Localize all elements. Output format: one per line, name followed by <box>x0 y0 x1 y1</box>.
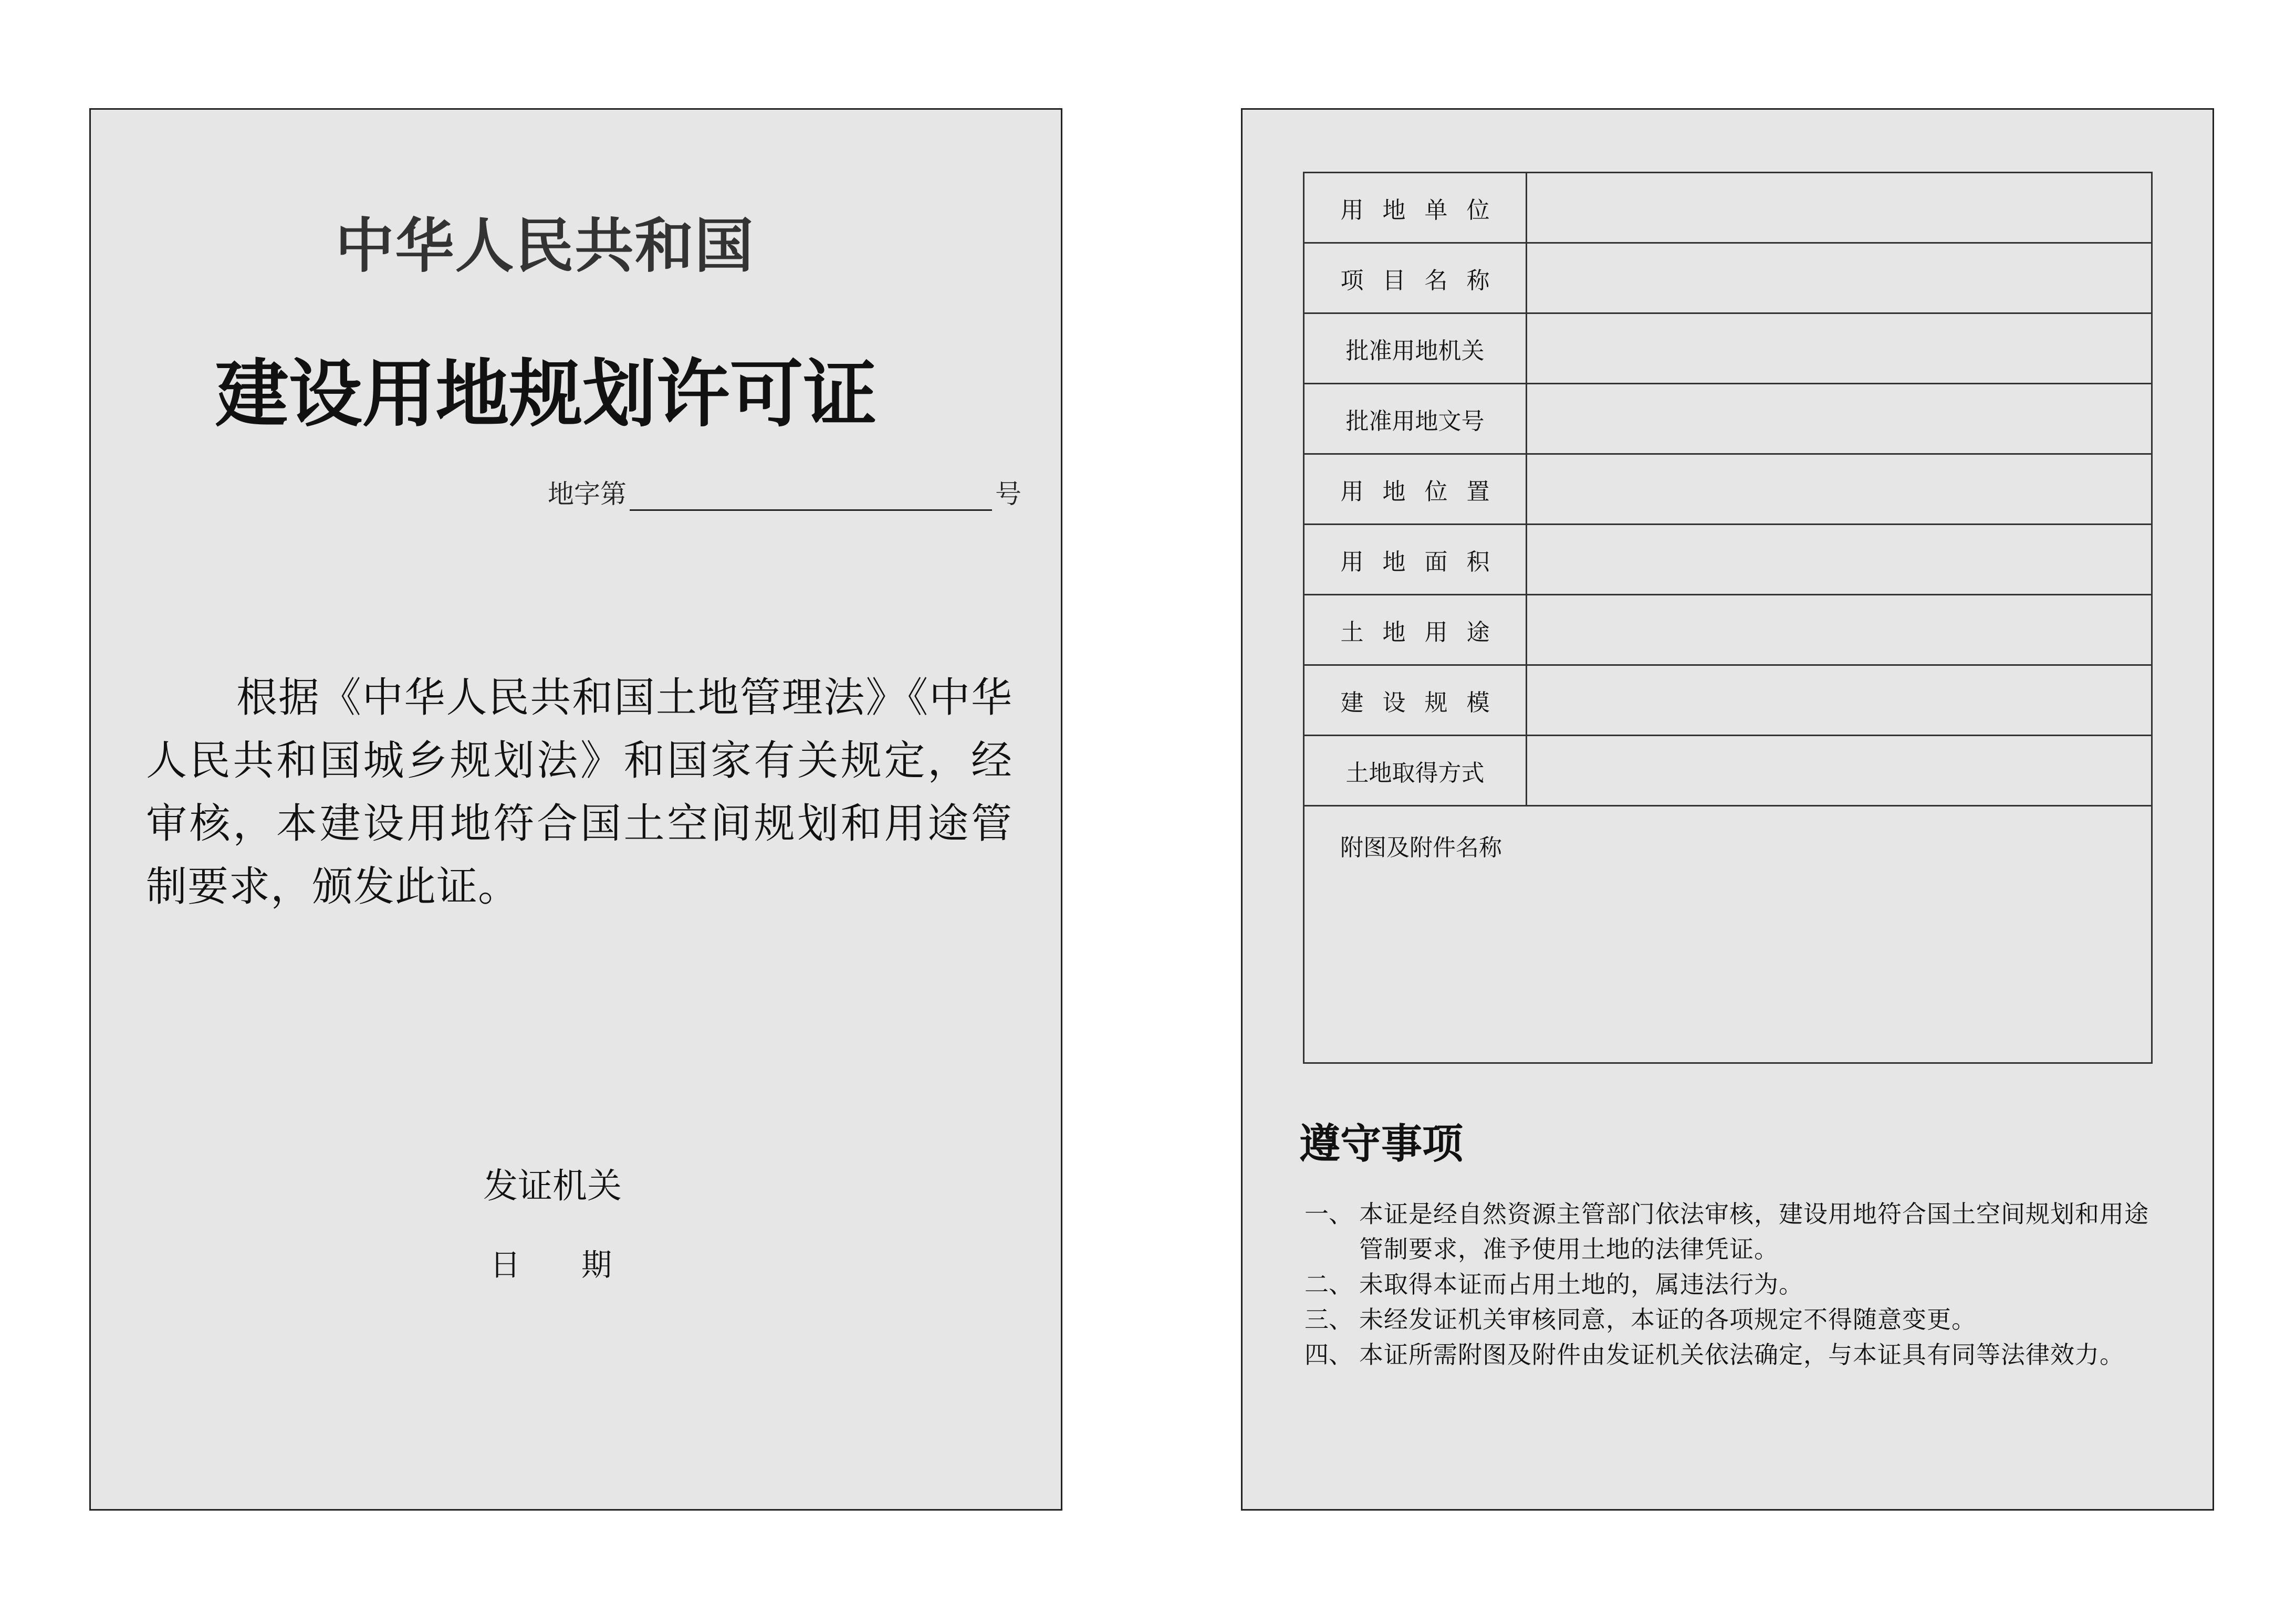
note-number: 一、 <box>1304 1200 1353 1228</box>
country-name: 中华人民共和国 <box>335 212 755 280</box>
table-row <box>1304 173 2152 243</box>
notes-title: 遵守事项 <box>1299 1120 1464 1168</box>
note-text: 未取得本证而占用土地的，属违法行为。 <box>1359 1270 1803 1298</box>
field-value[interactable] <box>1527 173 2152 243</box>
table-row <box>1304 736 2152 806</box>
field-value[interactable] <box>1527 454 2152 525</box>
field-label: 批准用地文号 <box>1304 384 1527 454</box>
table-row <box>1304 384 2152 454</box>
field-value[interactable] <box>1527 595 2152 665</box>
field-value[interactable] <box>1527 384 2152 454</box>
field-label: 用地单位 <box>1304 173 1527 243</box>
field-label: 土地用途 <box>1304 595 1527 665</box>
certificate-back-page <box>1241 108 2214 1511</box>
table-row <box>1304 595 2152 665</box>
field-label: 用地面积 <box>1304 525 1527 595</box>
certificate-title: 建设用地规划许可证 <box>215 352 877 437</box>
attachments-label: 附图及附件名称 <box>1340 834 1502 861</box>
field-label: 建设规模 <box>1304 665 1527 736</box>
number-prefix: 地字第 <box>548 479 627 509</box>
note-number: 三、 <box>1304 1305 1353 1334</box>
list-item <box>1304 1197 2161 1267</box>
field-value[interactable] <box>1527 313 2152 384</box>
field-label: 土地取得方式 <box>1304 736 1527 806</box>
field-label: 用地位置 <box>1304 454 1527 525</box>
note-text: 本证所需附图及附件由发证机关依法确定，与本证具有同等法律效力。 <box>1359 1340 2124 1369</box>
table-row <box>1304 665 2152 736</box>
certificate-front-page <box>89 108 1062 1511</box>
field-label: 项目名称 <box>1304 243 1527 313</box>
note-text: 本证是经自然资源主管部门依法审核，建设用地符合国土空间规划和用途管制要求，准予使用土地的法律凭证。 <box>1359 1200 2149 1263</box>
field-value[interactable] <box>1527 736 2152 806</box>
note-number: 四、 <box>1304 1340 1353 1369</box>
table-row <box>1304 454 2152 525</box>
field-value[interactable] <box>1527 665 2152 736</box>
field-value[interactable] <box>1527 243 2152 313</box>
issuing-authority-label: 发证机关 <box>483 1166 622 1206</box>
table-row <box>1304 313 2152 384</box>
attachments-field[interactable] <box>1304 806 2152 1063</box>
table-row <box>1304 243 2152 313</box>
note-number: 二、 <box>1304 1270 1353 1298</box>
list-item <box>1304 1302 2161 1337</box>
field-label: 批准用地机关 <box>1304 313 1527 384</box>
list-item <box>1304 1337 2161 1373</box>
issue-date-label: 日 期 <box>490 1247 612 1283</box>
certificate-statement: 根据《中华人民共和国土地管理法》《中华人民共和国城乡规划法》和国家有关规定，经审核，本建设用地符合国土空间规划和用途管制要求，颁发此证。 <box>146 674 1013 910</box>
certificate-number-line <box>548 474 1021 511</box>
list-item <box>1304 1267 2161 1302</box>
note-text: 未经发证机关审核同意，本证的各项规定不得随意变更。 <box>1359 1305 1976 1334</box>
land-info-table <box>1303 172 2153 1064</box>
field-value[interactable] <box>1527 525 2152 595</box>
notes-list <box>1304 1197 2161 1373</box>
certificate-number-field[interactable] <box>630 480 992 511</box>
table-row <box>1304 806 2152 1063</box>
table-row <box>1304 525 2152 595</box>
number-suffix: 号 <box>995 479 1021 509</box>
